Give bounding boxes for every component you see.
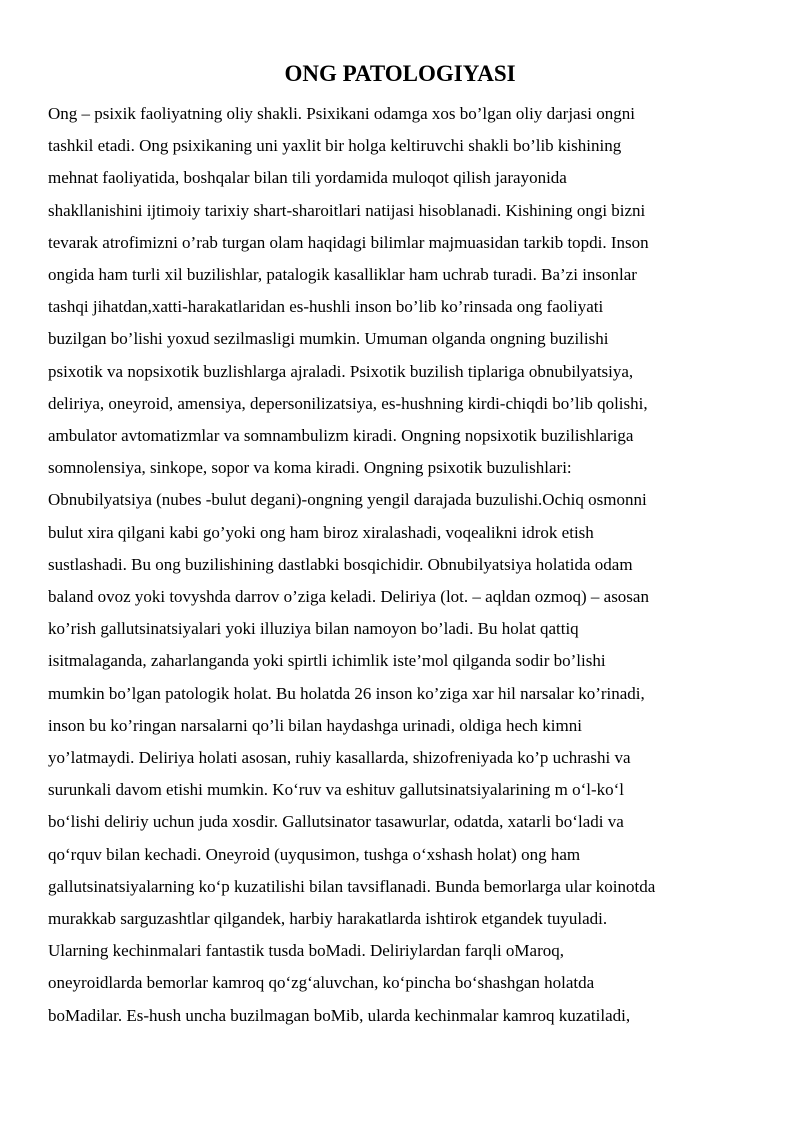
text-line: ko’rish gallutsinatsiyalari yoki illuziya bilan namoyon bo’ladi. Bu holat qattiq	[48, 619, 579, 639]
text-line: gallutsinatsiyalarning ko‘p kuzatilishi bilan tavsiflanadi. Bunda bemorlarga ular koinotda	[48, 876, 656, 896]
text-line: ongida ham turli xil buzilishlar, patalogik kasalliklar ham uchrab turadi. Ba’zi insonlar	[48, 265, 637, 285]
text-line: bo‘lishi deliriy uchun juda xosdir. Gallutsinator tasawurlar, odatda, xatarli bo‘ladi va	[48, 812, 624, 832]
text-line: somnolensiya, sinkope, sopor va koma kiradi. Ongning psixotik buzulishlari:	[48, 458, 572, 478]
text-line: psixotik va nopsixotik buzlishlarga ajraladi. Psixotik buzilish tiplariga obnubilyatsiya,	[48, 361, 634, 381]
text-line: surunkali davom etishi mumkin. Ko‘ruv va eshituv gallutsinatsiyalarining m o‘l-ko‘l	[48, 780, 625, 800]
text-line: ambulator avtomatizmlar va somnambulizm kiradi. Ongning nopsixotik buzilishlariga	[48, 426, 634, 446]
text-line: shakllanishini ijtimoiy tarixiy shart-sharoitlari natijasi hisoblanadi. Kishining ongi bizni	[48, 200, 646, 220]
text-line: isitmalaganda, zaharlanganda yoki spirtli ichimlik iste’mol qilganda sodir bo’lishi	[48, 651, 606, 671]
text-line: oneyroidlarda bemorlar kamroq qo‘zg‘aluvchan, ko‘pincha bo‘shashgan holatda	[48, 973, 595, 993]
text-line: yo’latmaydi. Deliriya holati asosan, ruhiy kasallarda, shizofreniyada ko’p uchrashi va	[48, 748, 631, 768]
text-line: Ularning kechinmalari fantastik tusda boMadi. Deliriylardan farqli oMaroq,	[48, 941, 564, 961]
text-line: sustlashadi. Bu ong buzilishining dastlabki bosqichidir. Obnubilyatsiya holatida odam	[48, 554, 633, 574]
text-line: boMadilar. Es-hush uncha buzilmagan boMib, ularda kechinmalar kamroq kuzatiladi,	[48, 1005, 631, 1025]
text-line: mehnat faoliyatida, boshqalar bilan tili yordamida muloqot qilish jarayonida	[48, 168, 567, 188]
body-text	[48, 98, 768, 1032]
page-title: ONG PATOLOGIYASI	[284, 61, 516, 86]
text-line: tashqi jihatdan,xatti-harakatlaridan es-hushli inson bo’lib ko’rinsada ong faoliyati	[48, 297, 604, 317]
text-line: Ong – psixik faoliyatning oliy shakli. Psixikani odamga xos bo’lgan oliy darjasi ongni	[48, 104, 635, 123]
text-line: inson bu ko’ringan narsalarni qo’li bilan haydashga urinadi, oldiga hech kimni	[48, 715, 582, 735]
text-line: baland ovoz yoki tovyshda darrov o’ziga keladi. Deliriya (lot. – aqldan ozmoq) – asosan	[48, 587, 649, 607]
text-line: tevarak atrofimizni o’rab turgan olam haqidagi bilimlar majmuasidan tarkib topdi. Inson	[48, 232, 649, 252]
text-line: buzilgan bo’lishi yoxud sezilmasligi mumkin. Umuman olganda ongning buzilishi	[48, 329, 609, 349]
text-line: tashkil etadi. Ong psixikaning uni yaxlit bir holga keltiruvchi shakli bo’lib kishining	[48, 136, 622, 156]
text-line: deliriya, oneyroid, amensiya, depersonilizatsiya, es-hushning kirdi-chiqdi bo’lib qolishi,	[48, 393, 648, 413]
text-line: bulut xira qilgani kabi go’yoki ong ham biroz xiralashadi, voqealikni idrok etish	[48, 522, 594, 542]
text-line: qo‘rquv bilan kechadi. Oneyroid (uyqusimon, tushga o‘xshash holat) ong ham	[48, 844, 581, 864]
text-line: murakkab sarguzashtlar qilgandek, harbiy harakatlarda ishtirok etgandek tuyuladi.	[48, 909, 608, 929]
text-line: mumkin bo’lgan patologik holat. Bu holatda 26 inson ko’ziga xar hil narsalar ko’rinadi,	[48, 683, 645, 703]
text-line: Obnubilyatsiya (nubes -bulut degani)-ongning yengil darajada buzulishi.Ochiq osmonni	[48, 490, 647, 510]
